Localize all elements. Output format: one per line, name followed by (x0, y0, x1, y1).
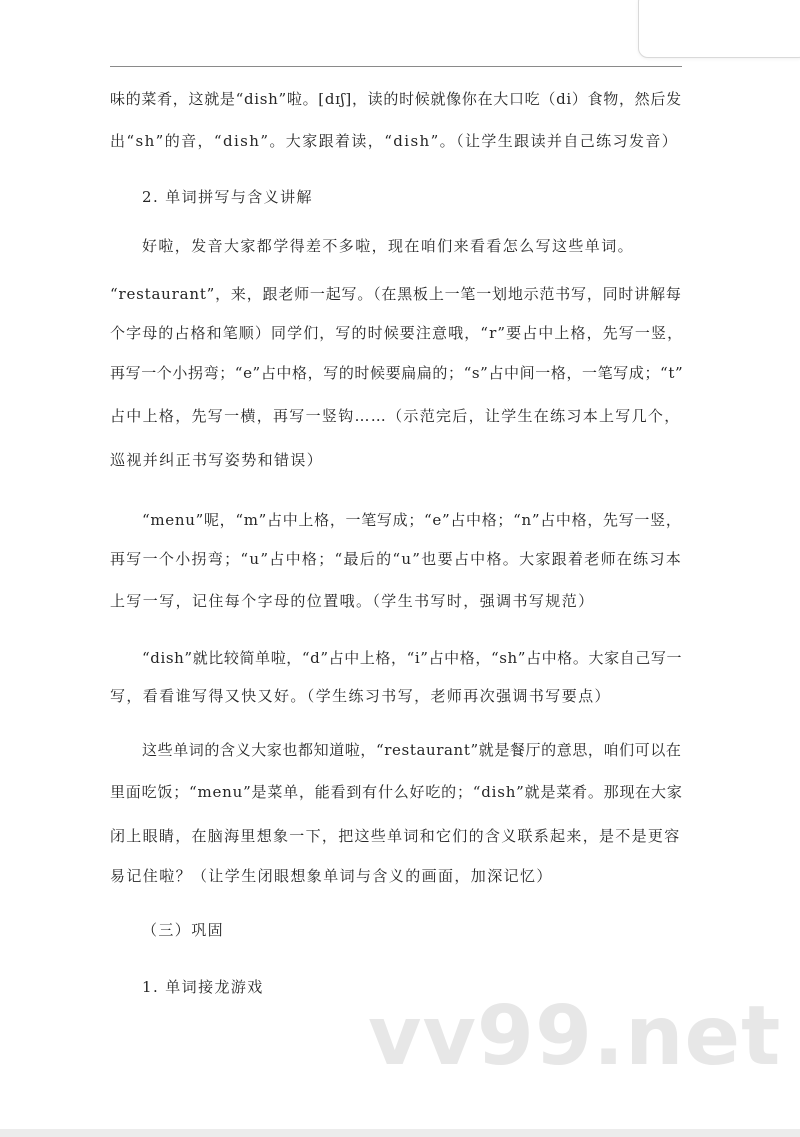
paragraph-line: 巡视并纠正书写姿势和错误） (110, 451, 324, 469)
watermark: vv99.net (368, 989, 782, 1084)
paragraph-line: 闭上眼睛，在脑海里想象一下，把这些单词和它们的含义联系起来，是不是更容 (110, 827, 681, 845)
paragraph-line: 占中上格，先写一横，再写一竖钩……（示范完后，让学生在练习本上写几个， (110, 407, 681, 425)
section-heading: （三）巩固 (142, 921, 225, 939)
paragraph-line: 这些单词的含义大家也都知道啦，“restaurant”就是餐厅的意思，咱们可以在 (142, 741, 682, 759)
paragraph-line: 味的菜肴，这就是“dish”啦。[dɪʃ]，读的时候就像你在大口吃（di）食物，然后发 (110, 90, 682, 108)
paragraph-line: 个字母的占格和笔顺）同学们，写的时候要注意哦，“r”要占中上格，先写一竖， (110, 324, 684, 342)
paragraph-line: 上写一写，记住每个字母的位置哦。（学生书写时，强调书写规范） (110, 592, 595, 610)
paragraph-line: “restaurant”，来，跟老师一起写。（在黑板上一笔一划地示范书写，同时讲解每 (110, 285, 682, 303)
header-rule (110, 66, 682, 67)
paragraph-line: 出“sh”的音，“dish”。大家跟着读，“dish”。（让学生跟读并自己练习发音） (110, 132, 679, 150)
paragraph-line: 写，看看谁写得又快又好。（学生练习书写，老师再次强调书写要点） (110, 687, 611, 705)
paragraph-line: “menu”呢，“m”占中上格，一笔写成；“e”占中格；“n”占中格，先写一竖， (142, 511, 682, 529)
section-heading: 2. 单词拼写与含义讲解 (142, 188, 313, 206)
paragraph-line: 里面吃饭；“menu”是菜单，能看到有什么好吃的；“dish”就是菜肴。那现在大家 (110, 783, 683, 801)
paragraph-line: 好啦，发音大家都学得差不多啦，现在咱们来看看怎么写这些单词。 (142, 237, 635, 255)
page-corner-tab (638, 0, 800, 58)
bottom-scroll-bar (0, 1129, 800, 1137)
paragraph-line: 再写一个小拐弯；“e”占中格，写的时候要扁扁的；“s”占中间一格，一笔写成；“t” (110, 364, 684, 382)
paragraph-line: 再写一个小拐弯；“u”占中格；“最后的“u”也要占中格。大家跟着老师在练习本 (110, 550, 683, 568)
paragraph-line: “dish”就比较简单啦，“d”占中上格，“i”占中格，“sh”占中格。大家自己写一 (142, 649, 683, 667)
section-heading: 1. 单词接龙游戏 (142, 978, 264, 996)
paragraph-line: 易记住啦？（让学生闭眼想象单词与含义的画面，加深记忆） (110, 867, 553, 885)
